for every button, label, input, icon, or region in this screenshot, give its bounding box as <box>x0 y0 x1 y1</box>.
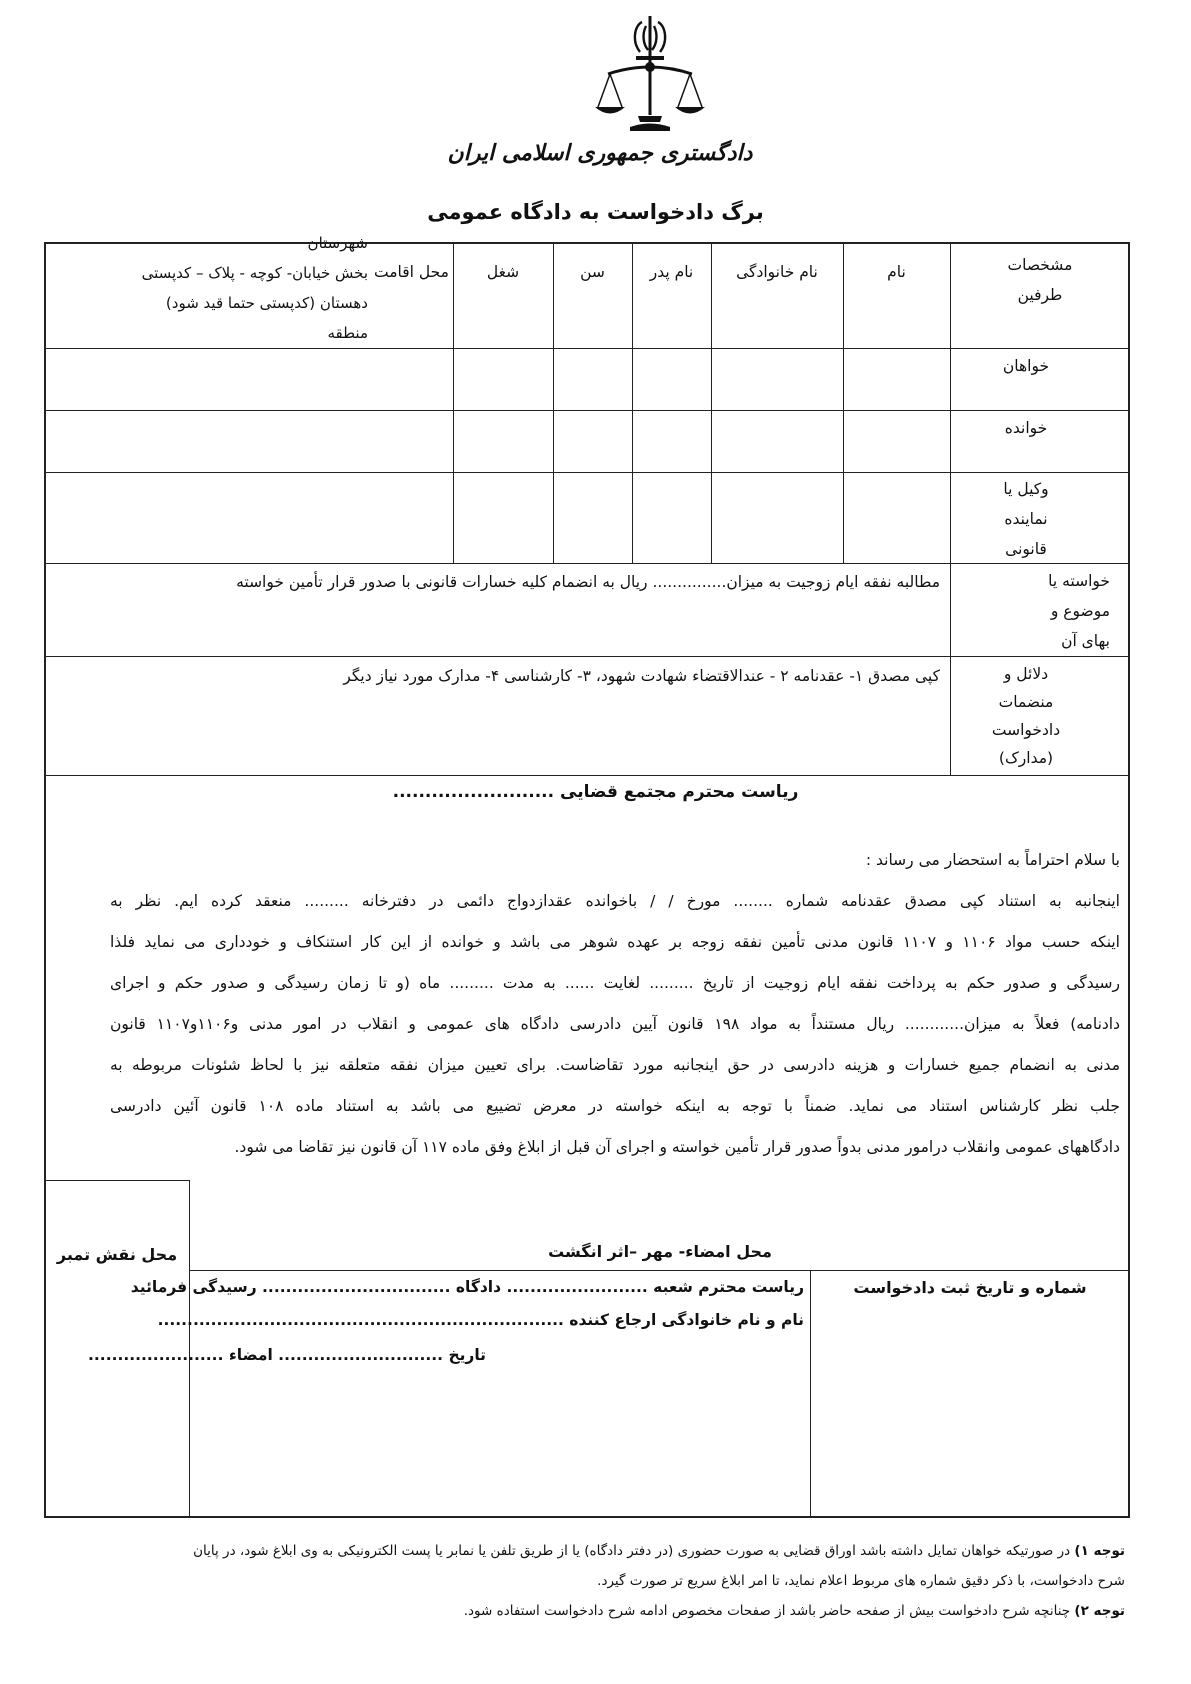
organization-name: دادگستری جمهوری اسلامی ایران <box>447 140 753 166</box>
judiciary-emblem-icon <box>590 12 710 137</box>
note-1: توجه ۱) در صورتیکه خواهان تمایل داشته باشد اوراق قضایی به صورت حضوری (در دفتر دادگاه) یا از طریق تلفن یا نمابر یا پست الکترونیکی به وی ابلاغ شود، در پایان <box>193 1543 1125 1559</box>
petition-line: رسیدگی و صدور حکم به پرداخت نفقه ایام زوجیت از تاریخ ......... لغایت ...... به مدت ......... ماه (و تا زمان رسیدگی و صدور حکم و اجرای <box>110 974 1120 992</box>
row-plaintiff: خواهان <box>1002 357 1050 375</box>
header-father-name: نام پدر <box>649 263 694 281</box>
claim-text: مطالبه نفقه ایام زوجیت به میزان............... ریال به انضمام کلیه خسارات قانونی با صدور قرار تأمین خواسته <box>236 573 940 591</box>
referrer-name-line: نام و نام خانوادگی ارجاع کننده ..................................................................... <box>157 1311 804 1329</box>
petition-body <box>110 840 1120 1168</box>
petition-line: اینکه حسب مواد ۱۱۰۶ و ۱۱۰۷ قانون مدنی تأمین نفقه زوجه بر عهده شوهر می باشد و خوانده از این کار استنکاف و خودداری می نماید فلذا <box>110 933 1120 951</box>
note-1-continued: شرح دادخواست، با ذکر دقیق شماره های مربوط اعلام نماید، تا امر ابلاغ سریع تر صورت گیرد. <box>597 1573 1125 1589</box>
header-address-details: شهرستان بخش خیابان- کوچه - پلاک – کدپستی دهستان (کدپستی حتما قید شود) منطقه <box>141 234 368 342</box>
signature-place-label: محل امضاء- مهر –اثر انگشت <box>548 1242 772 1261</box>
header-residence: محل اقامت <box>374 263 449 281</box>
petition-line: مدنی به انضمام جمیع خسارات و هزینه دادرسی در حق اینجانبه مورد تقاضاست. برای تعیین میزان نفقه متعلقه نیز با لحاظ شئونات مربوطه به <box>110 1056 1120 1074</box>
petition-line: دادگاههای عمومی وانقلاب درامور مدنی بدواً صدور قرار تأمین خواسته و اجرای آن قبل از ابلاغ وفق ماده ۱۱۷ آن قانون نیز تقاضا می شود. <box>234 1138 1120 1156</box>
evidence-label: دلائل و منضمات دادخواست (مدارک) <box>991 665 1061 767</box>
petition-line: جلب نظر کارشناس استناد می نماید. ضمناً با توجه به اینکه خواسته در معرض تضییع می باشد به استناد ماده ۱۰۸ قانون آئین دادرسی <box>110 1097 1120 1115</box>
header-age: سن <box>580 263 605 281</box>
row-attorney: وکیل یا نماینده قانونی <box>1003 480 1049 558</box>
stamp-place-label: محل نقش تمبر <box>56 1245 178 1264</box>
registration-label: شماره و تاریخ ثبت دادخواست <box>853 1278 1087 1297</box>
petition-line: دادنامه) فعلاً به میزان............ ریال مستنداً به مواد ۱۹۸ قانون آیین دادرسی دادگاه های عمومی و انقلاب در امور مدنی و۱۱۰۶و۱۱۰۷ قانون <box>110 1015 1120 1033</box>
header-last-name: نام خانوادگی <box>736 263 818 281</box>
petition-line: اینجانبه به استناد کپی مصدق عقدنامه شماره ........ مورخ / / باخوانده عقدازدواج دائمی در دفترخانه ......... منعقد کرده ایم. نظر به <box>110 892 1120 910</box>
evidence-text: کپی مصدق ۱- عقدنامه ۲ - عندالاقتضاء شهادت شهود، ۳- کارشناسی ۴- مدارک مورد نیاز دیگر <box>343 667 940 685</box>
claim-label: خواسته یا موضوع و بهای آن <box>1048 572 1110 650</box>
petition-line: با سلام احتراماً به استحضار می رساند : <box>865 851 1120 869</box>
branch-referral-line: ریاست محترم شعبه ........................ دادگاه ................................ رسیدگی فرمائید <box>130 1278 804 1296</box>
notes-section <box>85 1536 1125 1626</box>
form-title: برگ دادخواست به دادگاه عمومی <box>427 200 764 224</box>
header-job: شغل <box>486 263 520 281</box>
header-parties: مشخصات طرفین <box>1007 256 1073 304</box>
petition-heading: ریاست محترم مجتمع قضایی ......................... <box>392 782 799 802</box>
header-first-name: نام <box>887 263 906 281</box>
date-signature-line: تاریخ ............................ امضاء ....................... <box>88 1346 486 1364</box>
row-defendant: خوانده <box>1004 419 1048 437</box>
note-2: توجه ۲) چنانچه شرح دادخواست بیش از صفحه حاضر باشد از صفحات مخصوص ادامه شرح دادخواست استفاده شود. <box>463 1603 1125 1619</box>
